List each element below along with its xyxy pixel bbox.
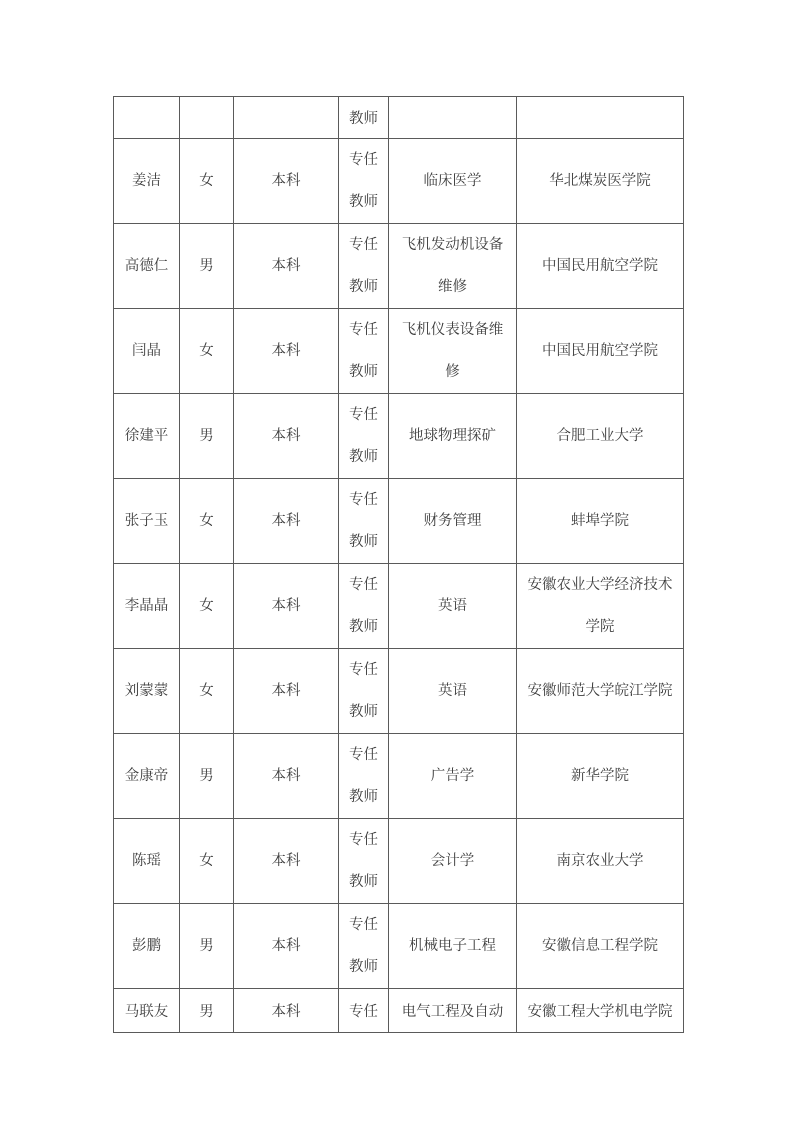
cell-degree bbox=[234, 819, 339, 904]
text-line: 男 bbox=[199, 768, 214, 784]
cell-name bbox=[114, 904, 180, 989]
text-line: 女 bbox=[199, 173, 214, 189]
table-row-cut bbox=[114, 989, 684, 1033]
cell-major bbox=[389, 819, 517, 904]
text-line: 教师 bbox=[349, 959, 378, 975]
cell-degree bbox=[234, 649, 339, 734]
text-line: 专任 bbox=[349, 917, 378, 933]
table-row bbox=[114, 564, 684, 649]
cell-degree bbox=[234, 989, 339, 1033]
text-line: 男 bbox=[199, 1004, 214, 1020]
cell-type bbox=[339, 649, 389, 734]
cell-gender bbox=[180, 479, 234, 564]
cell-name bbox=[114, 394, 180, 479]
cell-major bbox=[389, 989, 517, 1033]
text-line: 高德仁 bbox=[124, 258, 169, 274]
cell-gender bbox=[180, 394, 234, 479]
cell-degree bbox=[234, 394, 339, 479]
cell-gender bbox=[180, 564, 234, 649]
table-row bbox=[114, 904, 684, 989]
text-line: 飞机发动机设备 bbox=[401, 237, 504, 253]
cell-name bbox=[114, 649, 180, 734]
cell-school bbox=[517, 904, 684, 989]
cell-type bbox=[339, 309, 389, 394]
text-line: 刘蒙蒙 bbox=[124, 683, 169, 699]
cell-major bbox=[389, 224, 517, 309]
text-line: 本科 bbox=[271, 343, 301, 359]
cell-school bbox=[517, 139, 684, 224]
cell-gender bbox=[180, 989, 234, 1033]
text-line: 李晶晶 bbox=[124, 598, 169, 614]
cell-gender bbox=[180, 734, 234, 819]
cell-major bbox=[389, 564, 517, 649]
cell-type bbox=[339, 479, 389, 564]
cell-gender bbox=[180, 649, 234, 734]
cell-name bbox=[114, 564, 180, 649]
cell-major bbox=[389, 309, 517, 394]
cell-gender bbox=[180, 224, 234, 309]
text-line: 专任 bbox=[349, 1004, 378, 1020]
text-line: 陈瑶 bbox=[132, 853, 161, 869]
text-line: 中国民用航空学院 bbox=[542, 258, 658, 274]
cell-name bbox=[114, 479, 180, 564]
table-row bbox=[114, 309, 684, 394]
text-line: 教师 bbox=[349, 619, 378, 635]
text-line: 安徽农业大学经济技术 bbox=[527, 577, 673, 593]
text-line: 本科 bbox=[271, 768, 301, 784]
table-row bbox=[114, 734, 684, 819]
text-line: 专任 bbox=[349, 492, 378, 508]
cell-degree bbox=[234, 97, 339, 139]
cell-school bbox=[517, 97, 684, 139]
text-line: 电气工程及自动 bbox=[401, 1004, 504, 1020]
cell-name bbox=[114, 97, 180, 139]
text-line: 徐建平 bbox=[124, 428, 169, 444]
text-line: 专任 bbox=[349, 747, 378, 763]
table-row bbox=[114, 819, 684, 904]
cell-degree bbox=[234, 224, 339, 309]
text-line: 教师 bbox=[349, 449, 378, 465]
text-line: 教师 bbox=[349, 364, 378, 380]
text-line: 临床医学 bbox=[423, 173, 482, 189]
text-line: 本科 bbox=[271, 853, 301, 869]
text-line: 华北煤炭医学院 bbox=[549, 173, 651, 189]
text-line: 专任 bbox=[349, 322, 378, 338]
text-line: 男 bbox=[199, 938, 214, 954]
text-line: 本科 bbox=[271, 428, 301, 444]
text-line: 教师 bbox=[349, 534, 378, 550]
text-line: 教师 bbox=[349, 194, 378, 210]
text-line: 新华学院 bbox=[571, 768, 629, 784]
text-line: 专任 bbox=[349, 577, 378, 593]
cell-major bbox=[389, 394, 517, 479]
cell-type bbox=[339, 97, 389, 139]
cell-gender bbox=[180, 904, 234, 989]
cell-gender bbox=[180, 139, 234, 224]
text-line: 专任 bbox=[349, 407, 378, 423]
cell-school bbox=[517, 819, 684, 904]
table-row bbox=[114, 139, 684, 224]
text-line: 专任 bbox=[349, 832, 378, 848]
text-line: 专任 bbox=[349, 237, 378, 253]
text-line: 机械电子工程 bbox=[409, 938, 496, 954]
text-line: 男 bbox=[199, 258, 214, 274]
text-line: 专任 bbox=[349, 662, 378, 678]
text-line: 女 bbox=[199, 343, 214, 359]
text-line: 马联友 bbox=[124, 1004, 169, 1020]
cell-type bbox=[339, 904, 389, 989]
cell-type bbox=[339, 139, 389, 224]
text-line: 安徽信息工程学院 bbox=[542, 938, 658, 954]
text-line: 英语 bbox=[438, 683, 467, 699]
text-line: 女 bbox=[199, 683, 214, 699]
cell-name bbox=[114, 734, 180, 819]
text-line: 地球物理探矿 bbox=[409, 428, 496, 444]
cell-school bbox=[517, 309, 684, 394]
cell-degree bbox=[234, 309, 339, 394]
text-line: 南京农业大学 bbox=[556, 853, 644, 869]
text-line: 本科 bbox=[271, 1004, 301, 1020]
text-line: 本科 bbox=[271, 683, 301, 699]
cell-major bbox=[389, 139, 517, 224]
text-line: 广告学 bbox=[430, 768, 475, 784]
text-line: 专任 bbox=[349, 152, 378, 168]
cell-type bbox=[339, 564, 389, 649]
table-row bbox=[114, 394, 684, 479]
text-line: 修 bbox=[445, 364, 460, 380]
cell-type bbox=[339, 224, 389, 309]
cell-school bbox=[517, 989, 684, 1033]
cell-school bbox=[517, 734, 684, 819]
teacher-table bbox=[113, 96, 684, 1033]
cell-type bbox=[339, 734, 389, 819]
text-line: 飞机仪表设备维 bbox=[401, 322, 504, 338]
cell-name bbox=[114, 819, 180, 904]
text-line: 本科 bbox=[271, 598, 301, 614]
text-line: 姜洁 bbox=[132, 173, 161, 189]
text-line: 财务管理 bbox=[423, 513, 482, 529]
cell-name bbox=[114, 224, 180, 309]
text-line: 张子玉 bbox=[124, 513, 169, 529]
table-row bbox=[114, 649, 684, 734]
cell-degree bbox=[234, 564, 339, 649]
cell-type bbox=[339, 989, 389, 1033]
cell-major bbox=[389, 97, 517, 139]
text-line: 合肥工业大学 bbox=[556, 428, 644, 444]
text-line: 学院 bbox=[585, 619, 615, 635]
cell-name bbox=[114, 309, 180, 394]
cell-degree bbox=[234, 734, 339, 819]
text-line: 闫晶 bbox=[132, 343, 161, 359]
cell-name bbox=[114, 139, 180, 224]
text-line: 本科 bbox=[271, 938, 301, 954]
text-line: 金康帝 bbox=[124, 768, 169, 784]
cell-degree bbox=[234, 479, 339, 564]
text-line: 安徽师范大学皖江学院 bbox=[527, 683, 673, 699]
cell-name bbox=[114, 989, 180, 1033]
text-line: 教师 bbox=[349, 704, 378, 720]
text-line: 教师 bbox=[349, 789, 378, 805]
cell-school bbox=[517, 224, 684, 309]
text-line: 本科 bbox=[271, 513, 301, 529]
text-line: 教师 bbox=[349, 279, 378, 295]
text-line: 男 bbox=[199, 428, 214, 444]
cell-gender bbox=[180, 97, 234, 139]
text-line: 女 bbox=[199, 513, 214, 529]
cell-gender bbox=[180, 309, 234, 394]
text-line: 安徽工程大学机电学院 bbox=[527, 1004, 673, 1020]
text-line: 彭鹏 bbox=[132, 938, 161, 954]
cell-degree bbox=[234, 904, 339, 989]
table-row bbox=[114, 224, 684, 309]
cell-school bbox=[517, 394, 684, 479]
cell-major bbox=[389, 904, 517, 989]
text-line: 本科 bbox=[271, 258, 301, 274]
cell-school bbox=[517, 479, 684, 564]
text-line: 教师 bbox=[349, 111, 378, 127]
table-row bbox=[114, 479, 684, 564]
table-row-continuation bbox=[114, 97, 684, 139]
text-line: 会计学 bbox=[430, 853, 475, 869]
text-line: 蚌埠学院 bbox=[571, 513, 629, 529]
cell-major bbox=[389, 479, 517, 564]
cell-major bbox=[389, 734, 517, 819]
cell-gender bbox=[180, 819, 234, 904]
text-line: 女 bbox=[199, 853, 214, 869]
cell-type bbox=[339, 394, 389, 479]
text-line: 维修 bbox=[438, 279, 467, 295]
text-line: 教师 bbox=[349, 874, 378, 890]
cell-school bbox=[517, 564, 684, 649]
text-line: 女 bbox=[199, 598, 214, 614]
cell-degree bbox=[234, 139, 339, 224]
cell-major bbox=[389, 649, 517, 734]
cell-type bbox=[339, 819, 389, 904]
text-line: 英语 bbox=[438, 598, 467, 614]
text-line: 中国民用航空学院 bbox=[542, 343, 658, 359]
text-line: 本科 bbox=[271, 173, 301, 189]
cell-school bbox=[517, 649, 684, 734]
